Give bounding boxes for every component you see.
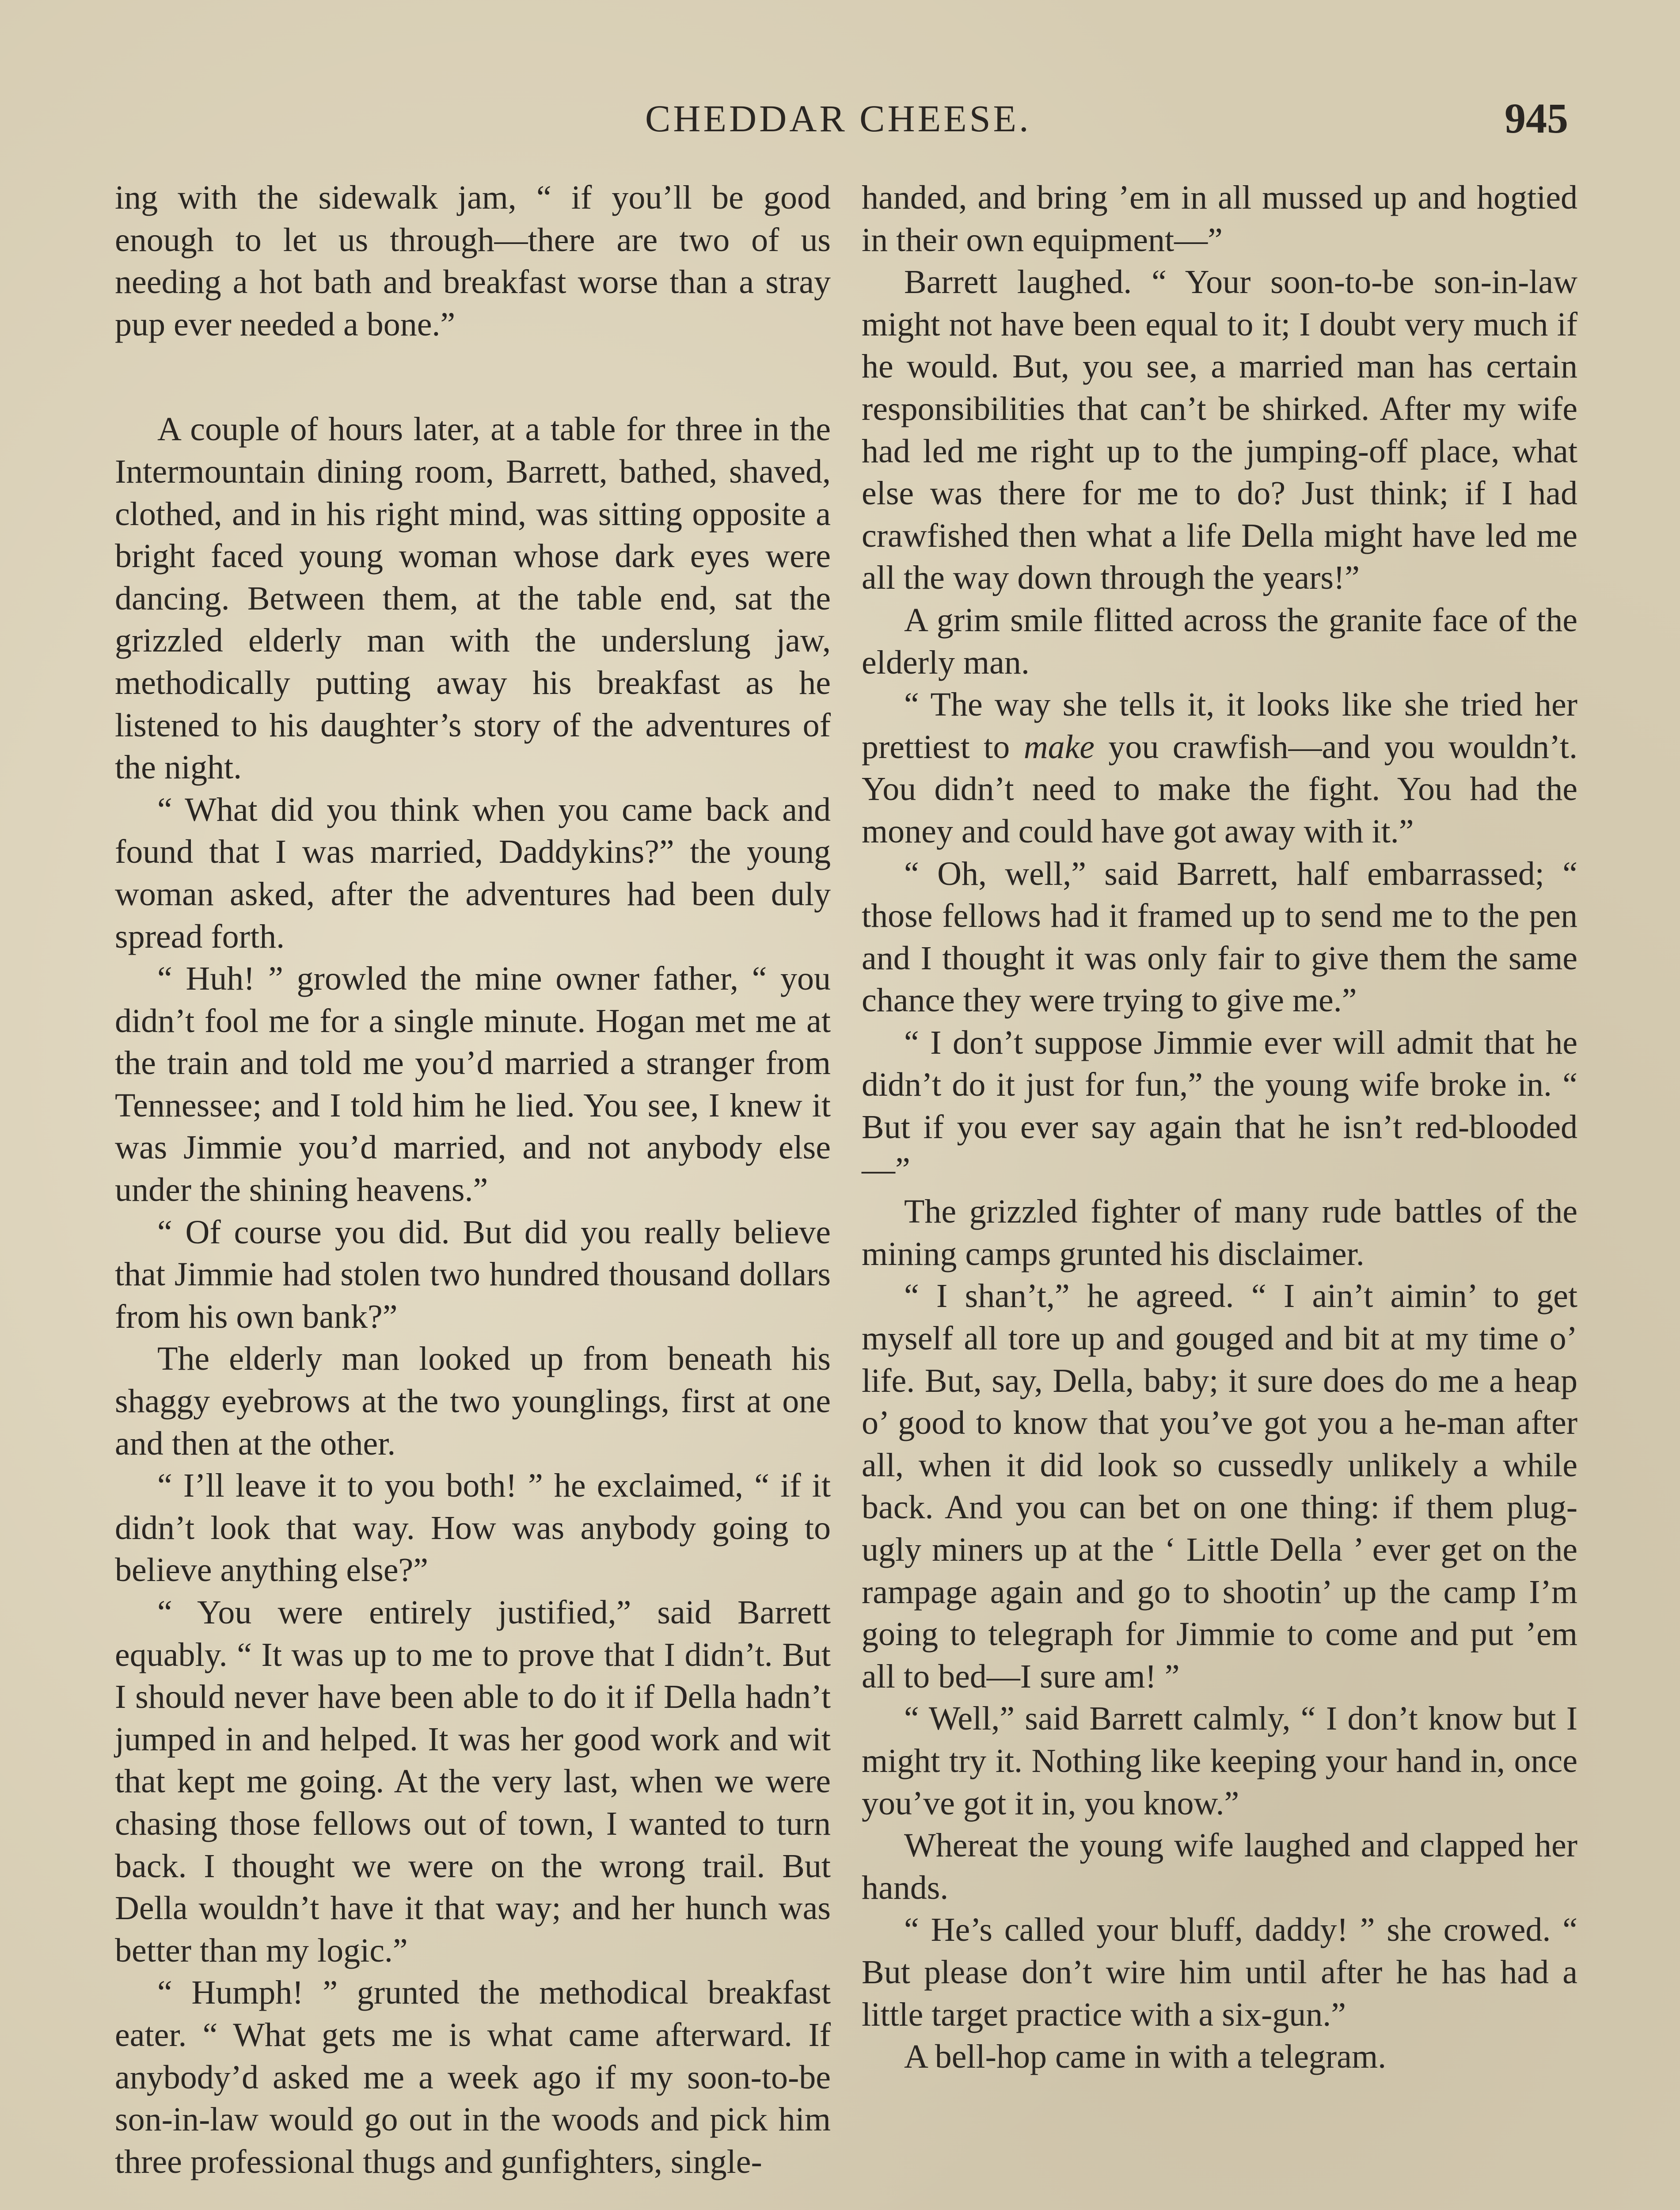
paragraph: Barrett laughed. “ Your soon-to-be son-in-law might not have been equal to it; I doubt very much if he would. But, you see, a married man has certain responsibilities that can’t be shirked. After my wife had led me right up to the jumping-off place, what else was there for me to do? Just think; if I had crawfished then what a life Della might have led me all the way down through the years!”: [862, 263, 1577, 597]
paragraph: “ Oh, well,” said Barrett, half embarrassed; “ those fellows had it framed up to send me to the pen and I thought it was only fair to give them the same chance they were trying to give me.”: [862, 855, 1577, 1019]
paragraph: “ Humph! ” grunted the methodical breakfast eater. “ What gets me is what came afterward. If anybody’d asked me a week ago if my soon-to-be son-in-law would go out in the woods and pick him three professional thugs and gunfighters, single-: [115, 1974, 831, 2180]
paragraph: “ Of course you did. But did you really believe that Jimmie had stolen two hundred thousand dollars from his own bank?”: [115, 1213, 831, 1335]
paragraph: A grim smile flitted across the granite face of the elderly man.: [862, 601, 1577, 681]
paragraph: “ What did you think when you came back and found that I was married, Daddykins?” the young woman asked, after the adventures had been duly spread forth.: [115, 791, 831, 955]
section-break: [115, 346, 831, 408]
paragraph: Whereat the young wife laughed and clapped her hands.: [862, 1827, 1577, 1906]
page-number: 945: [1505, 95, 1568, 142]
paragraph: “ I don’t suppose Jimmie ever will admit that he didn’t do it just for fun,” the young wife broke in. “ But if you ever say again that he isn’t red-blooded—”: [862, 1024, 1577, 1188]
paragraph: The elderly man looked up from beneath his shaggy eyebrows at the two younglings, first at one and then at the other.: [115, 1340, 831, 1462]
paragraph: The grizzled fighter of many rude battles of the mining camps grunted his disclaimer.: [862, 1193, 1577, 1273]
paragraph-text: you crawfish—and you wouldn’t. You didn’t need to make the fight. You had the money and could have got away with it.”: [862, 728, 1577, 850]
page-header-title: CHEDDAR CHEESE.: [645, 97, 1031, 140]
text-column-right: [862, 177, 1577, 2078]
paragraph: [862, 684, 1577, 853]
paragraph: “ He’s called your bluff, daddy! ” she crowed. “ But please don’t wire him until after he has had a little target practice with a six-gun.”: [862, 1911, 1577, 2033]
paragraph: A bell-hop came in with a telegram.: [904, 2038, 1387, 2076]
text-column-left: [115, 177, 831, 2183]
paragraph: “ I’ll leave it to you both! ” he exclaimed, “ if it didn’t look that way. How was anybody going to believe anything else?”: [115, 1467, 831, 1589]
running-head: [0, 96, 1680, 145]
emphasis-text: make: [1023, 728, 1095, 766]
paragraph: “ Huh! ” growled the mine owner father, “ you didn’t fool me for a single minute. Hogan met me at the train and told me you’d married a stranger from Tennessee; and I told him he lied. You see, I knew it was Jimmie you’d married, and not anybody else under the shining heavens.”: [115, 960, 831, 1209]
paragraph: “ Well,” said Barrett calmly, “ I don’t know but I might try it. Nothing like keeping your hand in, once you’ve got it in, you know.”: [862, 1700, 1577, 1822]
paragraph: “ You were entirely justified,” said Barrett equably. “ It was up to me to prove that I didn’t. But I should never have been able to do it if Della hadn’t jumped in and helped. It was her good work and wit that kept me going. At the very last, when we were chasing those fellows out of town, I wanted to turn back. I thought we were on the wrong trail. But Della wouldn’t have it that way; and her hunch was better than my logic.”: [115, 1594, 831, 1969]
paragraph: ing with the sidewalk jam, “ if you’ll be good enough to let us through—there are two of us needing a hot bath and breakfast worse than a stray pup ever needed a bone.”: [115, 179, 831, 343]
paragraph: A couple of hours later, at a table for three in the Intermountain dining room, Barrett, bathed, shaved, clothed, and in his right mind, was sitting opposite a bright faced young woman whose dark eyes were dancing. Between them, at the table end, sat the grizzled elderly man with the underslung jaw, methodically putting away his breakfast as he listened to his daughter’s story of the adventures of the night.: [115, 411, 831, 786]
paragraph: “ I shan’t,” he agreed. “ I ain’t aimin’ to get myself all tore up and gouged and bit at my time o’ life. But, say, Della, baby; it sure does do me a heap o’ good to know that you’ve got you a he-man after all, when it did look so cussedly unlikely a while back. And you can bet on one thing: if them plug-ugly miners up at the ‘ Little Della ’ ever get on the rampage again and go to shootin’ up the camp I’m going to telegraph for Jimmie to come and put ’em all to bed—I sure am! ”: [862, 1277, 1577, 1695]
paragraph-text: “ The way she tells it, it looks like she tried her prettiest to: [862, 686, 1577, 766]
paragraph: handed, and bring ’em in all mussed up and hogtied in their own equipment—”: [862, 179, 1577, 259]
